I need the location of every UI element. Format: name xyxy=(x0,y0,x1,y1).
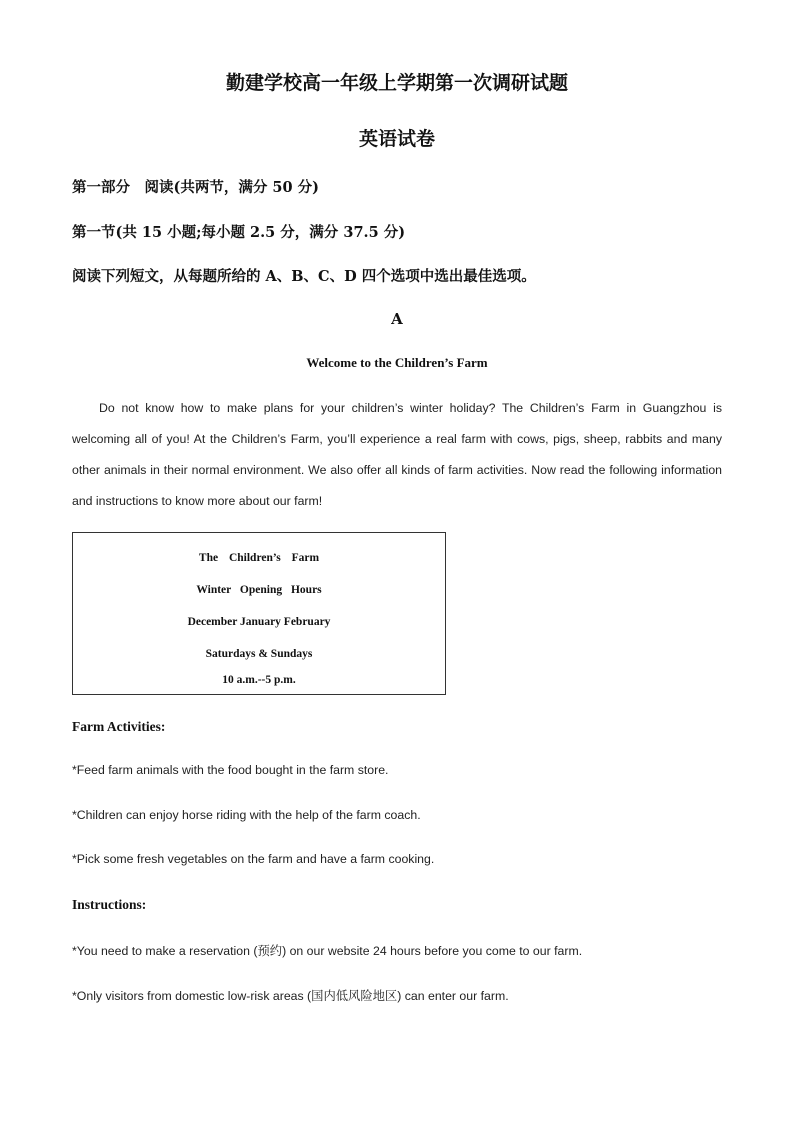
section-heading: 第一节(共 15 小题;每小题 2.5 分，满分 37.5 分) xyxy=(72,224,406,241)
list-item: *Pick some fresh vegetables on the farm and have a farm cooking. xyxy=(72,852,435,866)
passage-label: A xyxy=(391,310,403,328)
open-months: December January February xyxy=(187,616,331,628)
passage-title: Welcome to the Children’s Farm xyxy=(306,355,488,370)
passage-intro: Do not know how to make plans for your children’s winter holiday? The Children’s Farm in Guangzhou is welcoming all of you! At the Children’s Farm, you’ll experience a real farm with cows, pigs, sheep, rabbits and many other animals in their normal environment. We also offer all kinds of farm activities. Now read the following information and instructions to know more about our farm! xyxy=(72,401,722,508)
school-title: 勤建学校高一年级上学期第一次调研试题 xyxy=(225,72,568,94)
subject-title: 英语试卷 xyxy=(358,128,435,150)
list-item: *Feed farm animals with the food bought in the farm store. xyxy=(72,763,389,777)
open-days: Saturdays & Sundays xyxy=(205,648,313,660)
activities-heading: Farm Activities: xyxy=(72,719,166,734)
list-item: *Only visitors from domestic low-risk areas (国内低风险地区) can enter our farm. xyxy=(72,989,509,1003)
part-heading: 第一部分 阅读(共两节，满分 50 分) xyxy=(72,179,319,196)
hours-heading: Winter Opening Hours xyxy=(196,584,322,596)
opening-hours-box xyxy=(72,532,446,695)
farm-name: The Children’s Farm xyxy=(198,552,320,564)
directions-text: 阅读下列短文，从每题所给的 A、B、C、D 四个选项中选出最佳选项。 xyxy=(72,268,536,285)
list-item: *You need to make a reservation (预约) on our website 24 hours before you come to our farm. xyxy=(72,944,583,958)
instructions-heading: Instructions: xyxy=(72,897,147,912)
list-item: *Children can enjoy horse riding with the help of the farm coach. xyxy=(72,808,421,822)
open-time: 10 a.m.--5 p.m. xyxy=(222,674,296,686)
